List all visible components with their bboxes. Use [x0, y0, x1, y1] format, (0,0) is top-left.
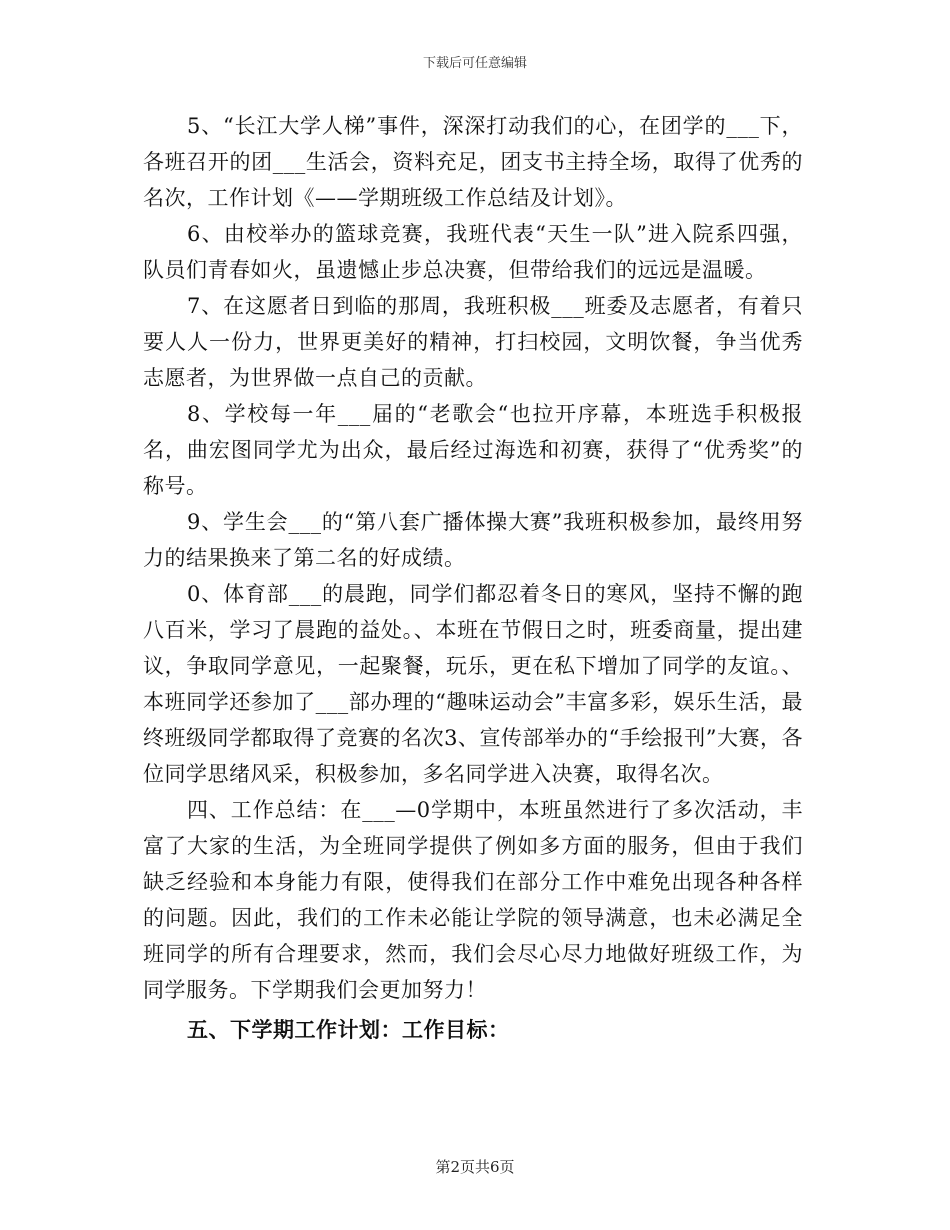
paragraph-item-6: 6、由校举办的篮球竞赛，我班代表“天生一队”进入院系四强，队员们青春如火，虽遗憾止步总决赛，但带给我们的远远是温暖。: [143, 222, 803, 282]
paragraph-item-8: 8、学校每一年___届的“老歌会“也拉开序幕，本班选手积极报名，曲宏图同学尤为出众，最后经过海选和初赛，获得了“优秀奖”的称号。: [143, 402, 803, 498]
paragraph-item-10: 0、体育部___的晨跑，同学们都忍着冬日的寒风，坚持不懈的跑八百米，学习了晨跑的益处。、本班在节假日之时，班委商量，提出建议，争取同学意见，一起聚餐，玩乐，更在私下增加了同学的友谊。、本班同学还参加了___部办理的“趣味运动会”丰富多彩，娱乐生活，最终班级同学都取得了竞赛的名次3、宣传部举办的“手绘报刊”大赛，各位同学思绪风采，积极参加，多名同学进入决赛，取得名次。: [143, 582, 803, 786]
paragraph-item-7: 7、在这愿者日到临的那周，我班积极___班委及志愿者，有着只要人人一份力，世界更美好的精神，打扫校园，文明饮餐，争当优秀志愿者，为世界做一点自己的贡献。: [143, 294, 803, 390]
page-number: 第2页共6页: [435, 1158, 515, 1176]
paragraph-summary: 四、工作总结：在___—0学期中，本班虽然进行了多次活动，丰富了大家的生活，为全班同学提供了例如多方面的服务，但由于我们缺乏经验和本身能力有限，使得我们在部分工作中难免出现各种各样的问题。因此，我们的工作未必能让学院的领导满意，也未必满足全班同学的所有合理要求，然而，我们会尽心尽力地做好班级工作，为同学服务。下学期我们会更加努力！: [143, 798, 803, 1002]
paragraph-item-9: 9、学生会___的“第八套广播体操大赛”我班积极参加，最终用努力的结果换来了第二名的好成绩。: [143, 510, 803, 570]
page-header-note: 下载后可任意编辑: [422, 56, 527, 71]
section-heading-plan: 五、下学期工作计划：工作目标：: [187, 1017, 510, 1042]
document-body: [143, 108, 803, 1048]
paragraph-item-5: 5、“长江大学人梯”事件，深深打动我们的心，在团学的___下，各班召开的团___生活会，资料充足，团支书主持全场，取得了优秀的名次，工作计划《——学期班级工作总结及计划》。: [143, 114, 803, 210]
